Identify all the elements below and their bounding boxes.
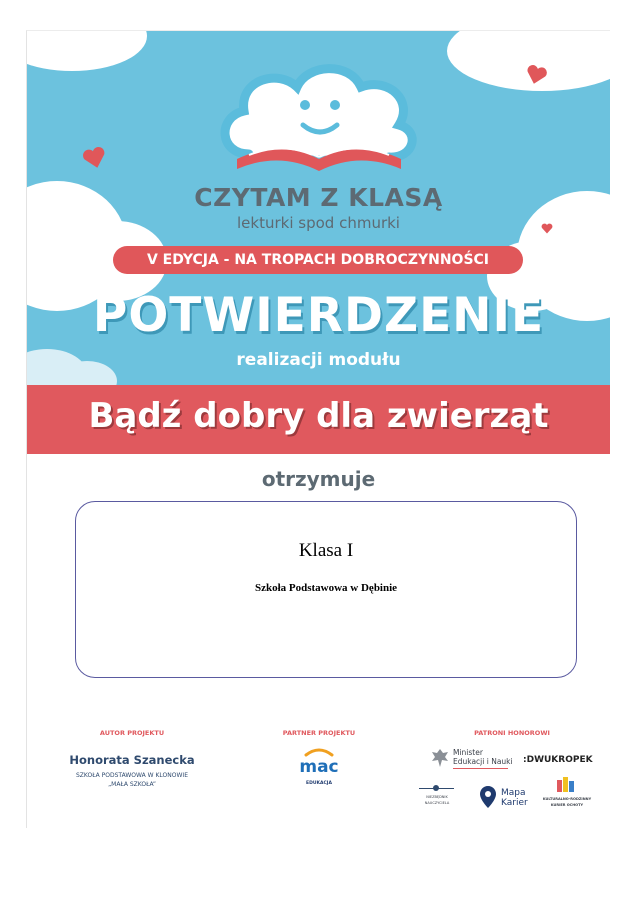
mac-logo-mark <box>304 747 334 757</box>
logo-title: CZYTAM Z KLASĄ <box>194 183 443 212</box>
cloud-shape <box>27 31 147 71</box>
dwukropek-logo: :DWUKROPEK <box>523 755 593 765</box>
kurier-line2: KURIER OCHOTY <box>550 803 584 807</box>
author-school-line: „MAŁA SZKOŁA” <box>108 781 156 788</box>
mapa-line1: Mapa <box>501 788 526 798</box>
heart-icon <box>525 65 547 85</box>
module-banner <box>27 385 610 454</box>
certificate-subtitle: realizacji modułu <box>236 350 401 370</box>
kurier-logo-mark <box>555 776 577 794</box>
minister-line2: Edukacji i Nauki <box>453 757 513 766</box>
heart-icon <box>83 147 107 169</box>
recipient-class: Klasa I <box>298 540 354 561</box>
niezbednik-dot <box>433 785 439 791</box>
niezbednik-line1: NIEZBĘDNIK <box>426 795 448 799</box>
author-school-line: SZKOŁA PODSTAWOWA W KLONOWIE <box>76 772 188 779</box>
author-name: Honorata Szanecka <box>69 753 195 767</box>
recipient-school: Szkoła Podstawowa w Dębinie <box>254 582 398 594</box>
mapa-line2: Karier <box>501 798 528 808</box>
eagle-emblem-icon <box>430 747 450 769</box>
recipient-box <box>75 501 577 678</box>
mac-logo-sub: EDUKACJA <box>306 781 332 786</box>
cloud-book-logo <box>209 59 429 179</box>
kurier-line1: KULTURALNO-RODZINNY <box>542 797 592 801</box>
minister-underline <box>453 768 508 769</box>
certificate-page <box>26 30 610 828</box>
receives-label: otrzymuje <box>261 467 376 491</box>
module-title: Bądź dobry dla zwierząt <box>88 396 549 436</box>
map-pin-icon <box>479 785 497 809</box>
minister-line1: Minister <box>453 748 483 757</box>
author-heading: AUTOR PROJEKTU <box>99 729 165 737</box>
niezbednik-line2: NAUCZYCIELA <box>424 801 450 805</box>
logo-subtitle: lekturki spod chmurki <box>237 214 400 232</box>
patrons-heading: PATRONI HONOROWI <box>474 729 550 737</box>
mac-logo: mac <box>299 757 339 777</box>
author-school <box>57 771 207 789</box>
header-banner <box>27 31 610 385</box>
partner-heading: PARTNER PROJEKTU <box>282 729 356 737</box>
edition-badge: V EDYCJA - NA TROPACH DOBROCZYNNOŚCI <box>113 246 523 274</box>
certificate-title: POTWIERDZENIE <box>92 288 545 343</box>
